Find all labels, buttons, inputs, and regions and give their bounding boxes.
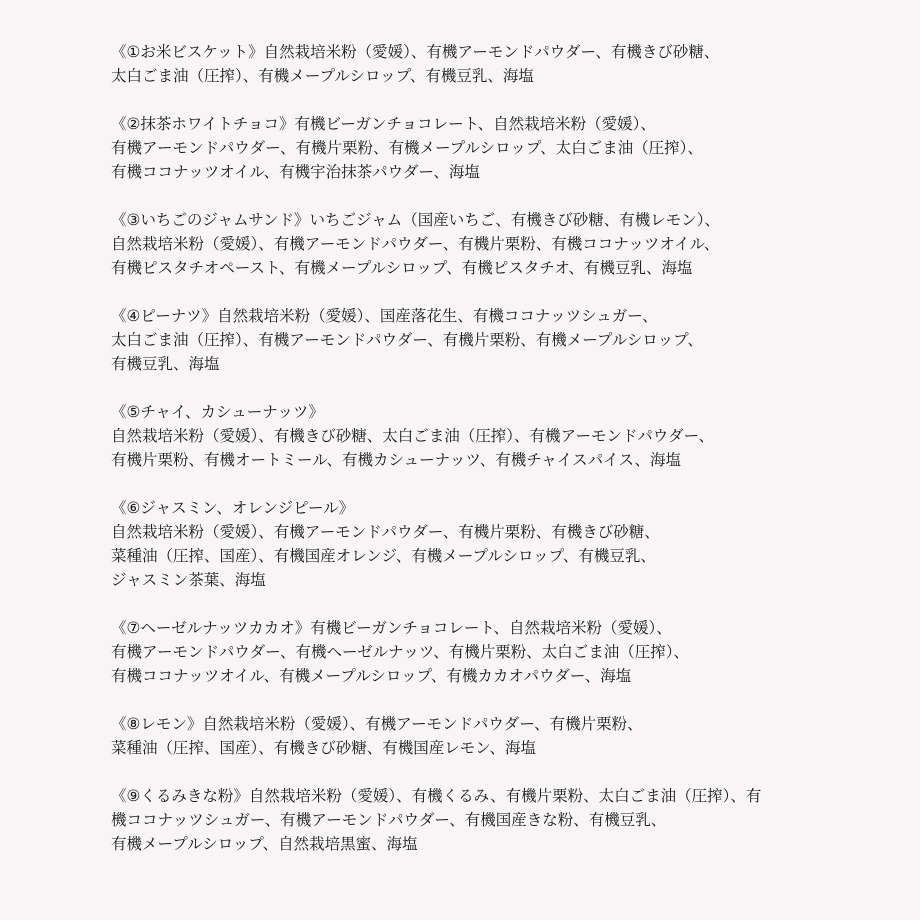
entry-line: 有機アーモンドパウダー、有機片栗粉、有機メープルシロップ、太白ごま油（圧搾）、 bbox=[111, 139, 703, 157]
entry-line: 《①お米ビスケット》自然栽培米粉（愛媛）、有機アーモンドパウダー、有機きび砂糖、 bbox=[111, 43, 720, 61]
entry-line: 菜種油（圧搾、国産）、有機国産オレンジ、有機メープルシロップ、有機豆乳、 bbox=[111, 547, 656, 565]
ingredient-entry-8 bbox=[111, 712, 891, 760]
entry-line: 有機メープルシロップ、自然栽培黒蜜、海塩 bbox=[111, 835, 418, 853]
entry-line: 《③いちごのジャムサンド》いちごジャム（国産いちご、有機きび砂糖、有機レモン）、 bbox=[111, 211, 720, 229]
entry-line: 菜種油（圧搾、国産）、有機きび砂糖、有機国産レモン、海塩 bbox=[111, 739, 537, 757]
ingredient-entry-7 bbox=[111, 616, 891, 688]
entry-line: 自然栽培米粉（愛媛）、有機アーモンドパウダー、有機片栗粉、有機ココナッツオイル、 bbox=[111, 235, 720, 253]
ingredient-entry-6 bbox=[111, 496, 891, 592]
ingredient-entry-9 bbox=[111, 784, 891, 856]
entry-line: 有機アーモンドパウダー、有機ヘーゼルナッツ、有機片栗粉、太白ごま油（圧搾）、 bbox=[111, 643, 689, 661]
entry-line: 自然栽培米粉（愛媛）、有機きび砂糖、太白ごま油（圧搾）、有機アーモンドパウダー、 bbox=[111, 427, 714, 445]
entry-line: 有機ココナッツオイル、有機メープルシロップ、有機カカオパウダー、海塩 bbox=[111, 667, 632, 685]
entry-line: 太白ごま油（圧搾）、有機アーモンドパウダー、有機片栗粉、有機メープルシロップ、 bbox=[111, 331, 703, 349]
ingredient-entry-3 bbox=[111, 208, 891, 280]
entry-line: 《②抹茶ホワイトチョコ》有機ビーガンチョコレート、自然栽培米粉（愛媛）、 bbox=[111, 115, 656, 133]
entry-line: 《⑨くるみきな粉》自然栽培米粉（愛媛）、有機くるみ、有機片栗粉、太白ごま油（圧搾）、有 bbox=[111, 787, 762, 805]
ingredient-entry-5 bbox=[111, 400, 891, 472]
entry-line: 《⑤チャイ、カシューナッツ》 bbox=[111, 403, 324, 421]
entry-line: 機ココナッツシュガー、有機アーモンドパウダー、有機国産きな粉、有機豆乳、 bbox=[111, 811, 667, 829]
entry-line: 《⑦ヘーゼルナッツカカオ》有機ビーガンチョコレート、自然栽培米粉（愛媛）、 bbox=[111, 619, 672, 637]
entry-line: 自然栽培米粉（愛媛）、有機アーモンドパウダー、有機片栗粉、有機きび砂糖、 bbox=[111, 523, 660, 541]
entry-line: 《⑥ジャスミン、オレンジピール》 bbox=[111, 499, 355, 517]
entry-line: 有機豆乳、海塩 bbox=[111, 355, 220, 373]
ingredient-entry-4 bbox=[111, 304, 891, 376]
entry-line: 太白ごま油（圧搾）、有機メープルシロップ、有機豆乳、海塩 bbox=[111, 67, 534, 85]
entry-line: 《④ピーナツ》自然栽培米粉（愛媛）、国産落花生、有機ココナッツシュガー、 bbox=[111, 307, 658, 325]
entry-line: 有機片栗粉、有機オートミール、有機カシューナッツ、有機チャイスパイス、海塩 bbox=[111, 451, 681, 469]
ingredient-entry-2 bbox=[111, 112, 891, 184]
ingredient-list bbox=[111, 40, 891, 880]
entry-line: 《⑧レモン》自然栽培米粉（愛媛）、有機アーモンドパウダー、有機片栗粉、 bbox=[111, 715, 643, 733]
ingredient-entry-1 bbox=[111, 40, 891, 88]
entry-line: ジャスミン茶葉、海塩 bbox=[111, 571, 266, 589]
entry-line: 有機ココナッツオイル、有機宇治抹茶パウダー、海塩 bbox=[111, 163, 480, 181]
entry-line: 有機ピスタチオペースト、有機メープルシロップ、有機ピスタチオ、有機豆乳、海塩 bbox=[111, 259, 693, 277]
